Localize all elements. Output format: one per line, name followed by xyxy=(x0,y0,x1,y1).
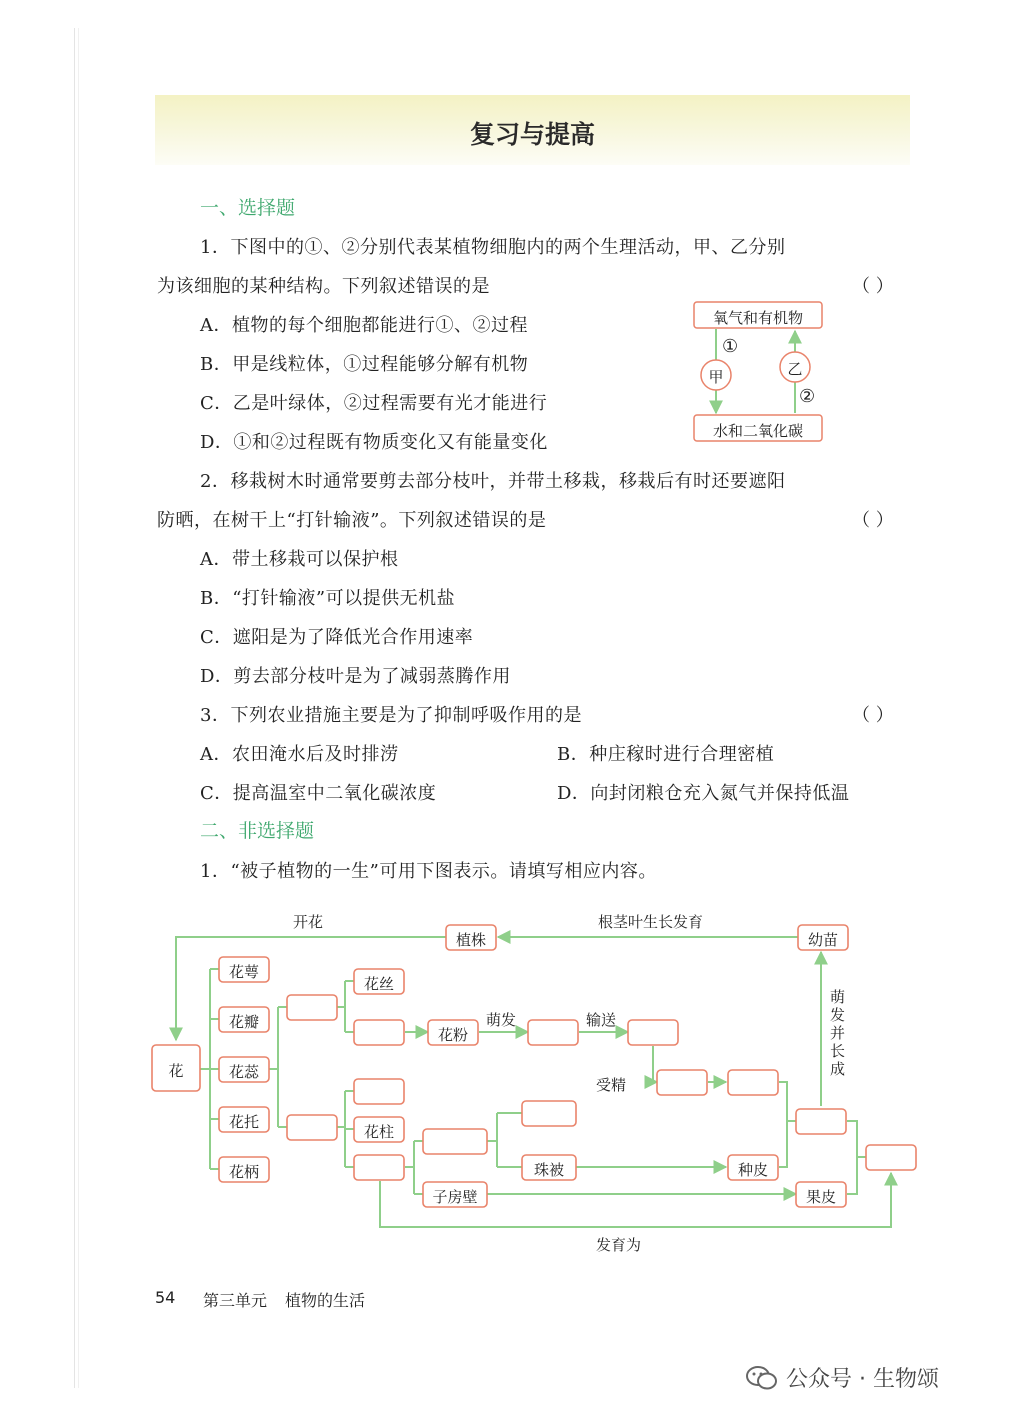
bracket-seed-parts xyxy=(779,1082,787,1167)
q1-stem-line1: 1．下图中的①、②分别代表某植物细胞内的两个生理活动，甲、乙分别 xyxy=(200,237,786,258)
label-germinate: 萌发 xyxy=(486,1011,517,1029)
unit-title: 植物的生活 xyxy=(285,1291,366,1310)
q3-option-d: D．向封闭粮仓充入氮气并保持低温 xyxy=(557,783,850,804)
blank-seed xyxy=(796,1109,846,1134)
q1-circle-yi-label: 乙 xyxy=(787,360,803,378)
q1-option-d: D．①和②过程既有物质变化又有能量变化 xyxy=(200,432,548,453)
blank-stamen xyxy=(287,995,337,1020)
blank-stigma xyxy=(354,1079,404,1104)
label-seedling: 幼苗 xyxy=(807,931,838,949)
blank-sperm xyxy=(628,1020,678,1045)
q1-option-a: A．植物的每个细胞都能进行①、②过程 xyxy=(200,315,528,336)
q2-option-d: D．剪去部分枝叶是为了减弱蒸腾作用 xyxy=(200,666,511,687)
q2-option-b: B．“打针输液”可以提供无机盐 xyxy=(200,588,456,609)
label-growth: 根茎叶生长发育 xyxy=(598,913,704,931)
label-receptacle: 花托 xyxy=(228,1113,259,1131)
label-filament: 花丝 xyxy=(363,975,394,993)
label-sprout-char: 发 xyxy=(830,1006,846,1024)
label-petal: 花瓣 xyxy=(228,1013,259,1031)
label-style: 花柱 xyxy=(363,1123,394,1141)
label-flowering: 开花 xyxy=(293,913,324,931)
blank-pollen-tube xyxy=(528,1020,578,1045)
page-title: 复习与提高 xyxy=(469,120,595,149)
q1-answer-blank: （ ） xyxy=(852,276,894,297)
bracket-fruit-parts xyxy=(847,1121,857,1194)
q1-process-1-label: ① xyxy=(722,336,739,357)
q3-option-a: A．农田淹水后及时排涝 xyxy=(200,744,399,765)
label-pericarp: 果皮 xyxy=(805,1188,836,1206)
label-plant: 植株 xyxy=(455,931,486,949)
q3-option-b: B．种庄稼时进行合理密植 xyxy=(557,744,775,765)
q2-option-a: A．带土移栽可以保护根 xyxy=(200,549,399,570)
label-flower: 花 xyxy=(168,1062,184,1080)
q1-bottom-box-label: 水和二氧化碳 xyxy=(712,422,803,440)
blank-egg xyxy=(522,1101,576,1126)
q2-answer-blank: （ ） xyxy=(852,510,894,531)
label-sepal: 花萼 xyxy=(228,963,259,981)
blank-zygote xyxy=(657,1070,707,1095)
q2-stem-line1: 2．移栽树木时通常要剪去部分枝叶，并带土移栽，移栽后有时还要遮阳 xyxy=(200,471,786,492)
label-sprout-char: 成 xyxy=(830,1060,846,1078)
label-stamen-pistil: 花蕊 xyxy=(228,1063,259,1081)
q1-option-b: B．甲是线粒体，①过程能够分解有机物 xyxy=(200,354,529,375)
label-ovary-wall: 子房壁 xyxy=(432,1188,478,1206)
label-sprout-char: 并 xyxy=(830,1024,846,1042)
label-sprout-vertical xyxy=(830,988,845,1078)
q1-process-2-label: ② xyxy=(799,386,816,407)
q2-stem-line2: 防晒，在树干上“打针输液”。下列叙述错误的是 xyxy=(157,510,547,531)
blank-ovary xyxy=(354,1155,404,1180)
label-develop-into: 发育为 xyxy=(596,1236,642,1254)
section-heading-nonchoice: 二、非选择题 xyxy=(200,820,315,842)
blank-anther xyxy=(354,1020,404,1045)
section-heading-choice: 一、选择题 xyxy=(200,197,296,219)
label-transport: 输送 xyxy=(586,1011,617,1029)
blank-fruit xyxy=(866,1145,916,1170)
label-sprout-char: 长 xyxy=(830,1042,846,1060)
label-integument: 珠被 xyxy=(533,1161,564,1179)
label-fertilize: 受精 xyxy=(596,1076,627,1094)
label-seed-coat: 种皮 xyxy=(737,1161,768,1179)
unit-label: 第三单元 xyxy=(203,1291,268,1310)
label-sprout-char: 萌 xyxy=(830,988,846,1006)
arrow-plant-to-flower xyxy=(176,937,446,1040)
wechat-icon xyxy=(746,1365,778,1391)
q2-option-c: C．遮阳是为了降低光合作用速率 xyxy=(200,627,474,648)
label-pollen: 花粉 xyxy=(437,1026,468,1044)
page-number: 54 xyxy=(155,1288,176,1307)
q1-circle-jia-label: 甲 xyxy=(708,368,724,386)
label-pedicel: 花柄 xyxy=(228,1163,259,1181)
s2-q1-stem: 1．“被子植物的一生”可用下图表示。请填写相应内容。 xyxy=(200,861,657,882)
watermark-text: 公众号 · 生物颂 xyxy=(786,1367,939,1392)
q1-top-box-label: 氧气和有机物 xyxy=(712,309,803,327)
q3-option-c: C．提高温室中二氧化碳浓度 xyxy=(200,783,437,804)
q1-option-c: C．乙是叶绿体，②过程需要有光才能进行 xyxy=(200,393,548,414)
q1-stem-line2: 为该细胞的某种结构。下列叙述错误的是 xyxy=(157,276,490,297)
blank-ovule xyxy=(423,1129,487,1154)
blank-pistil xyxy=(287,1115,337,1140)
q3-stem: 3．下列农业措施主要是为了抑制呼吸作用的是 xyxy=(200,705,582,726)
blank-embryo xyxy=(728,1070,778,1095)
q3-answer-blank: （ ） xyxy=(852,705,894,726)
